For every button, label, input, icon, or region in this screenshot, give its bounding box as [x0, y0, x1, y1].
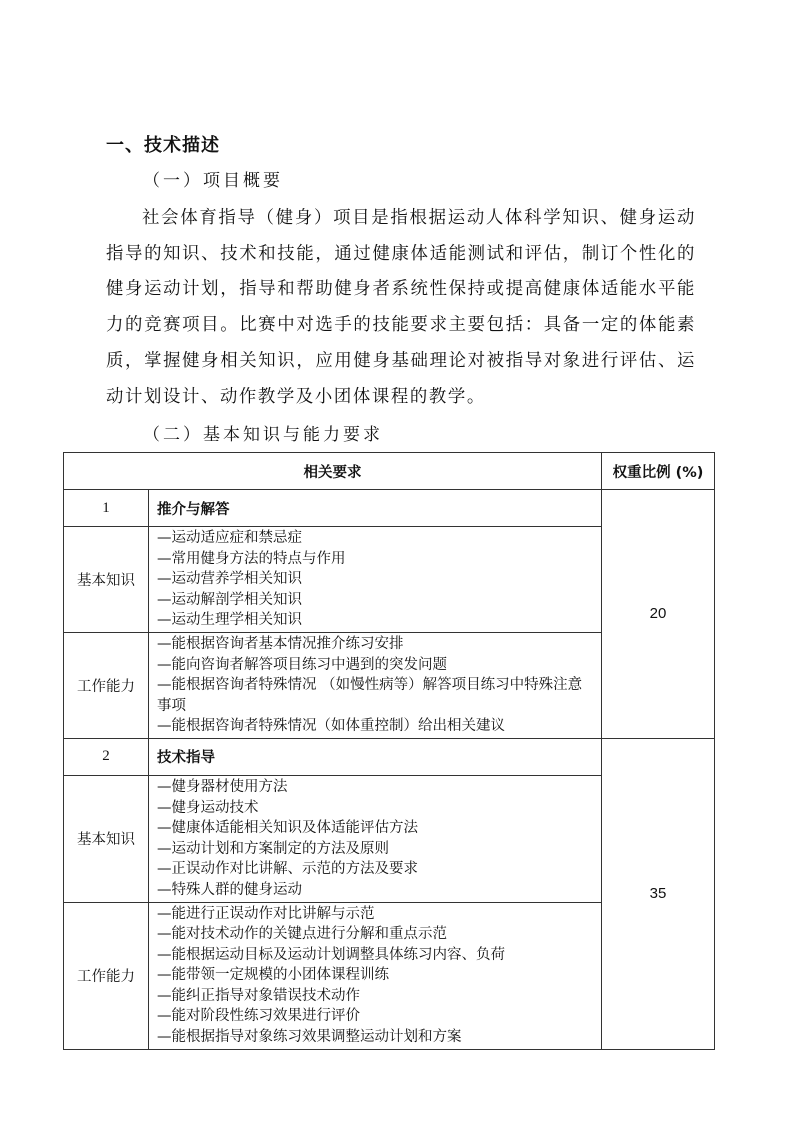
section-weight: 20: [602, 490, 715, 739]
list-item: —能根据指导对象练习效果调整运动计划和方案: [157, 1029, 462, 1046]
knowledge-label: 基本知识: [64, 775, 149, 902]
list-item: —运动解剖学相关知识: [157, 591, 302, 608]
requirements-table: [63, 452, 715, 1050]
list-item: —运动营养学相关知识: [157, 571, 302, 588]
ability-label: 工作能力: [64, 632, 149, 738]
list-item: —能根据咨询者特殊情况 （如慢性病等）解答项目练习中特殊注意事项: [157, 677, 583, 714]
knowledge-label: 基本知识: [64, 527, 149, 633]
knowledge-list: [149, 775, 602, 902]
list-item: —健身运动技术: [157, 799, 259, 816]
section-weight: 35: [602, 738, 715, 1049]
list-item: —能根据运动目标及运动计划调整具体练习内容、负荷: [157, 946, 505, 963]
ability-list: [149, 902, 602, 1049]
list-item: —健身器材使用方法: [157, 778, 288, 795]
list-item: —能向咨询者解答项目练习中遇到的突发问题: [157, 656, 447, 673]
list-item: —能进行正误动作对比讲解与示范: [157, 905, 375, 922]
knowledge-list: [149, 527, 602, 633]
list-item: —运动计划和方案制定的方法及原则: [157, 840, 389, 857]
list-item: —运动适应症和禁忌症: [157, 530, 302, 546]
list-item: —能根据咨询者基本情况推介练习安排: [157, 635, 404, 652]
header-requirements: 相关要求: [64, 453, 602, 490]
section-heading: 一、技术描述: [106, 135, 220, 156]
ability-list: [149, 632, 602, 738]
list-item: —能对技术动作的关键点进行分解和重点示范: [157, 926, 447, 943]
ability-label: 工作能力: [64, 902, 149, 1049]
section-row: [64, 490, 715, 527]
section-title: 技术指导: [149, 738, 602, 775]
list-item: —能带领一定规模的小团体课程训练: [157, 967, 389, 984]
overview-paragraph: 社会体育指导（健身）项目是指根据运动人体科学知识、健身运动指导的知识、技术和技能，通过健康体适能测试和评估，制订个性化的健身运动计划，指导和帮助健身者系统性保持或提高健康体适能水平能力的竞赛项目。比赛中对选手的技能要求主要包括：具备一定的体能素质，掌握健身相关知识，应用健身基础理论对被指导对象进行评估、运动计划设计、动作教学及小团体课程的教学。: [106, 208, 696, 407]
table-header-row: [64, 453, 715, 490]
list-item: —特殊人群的健身运动: [157, 881, 302, 898]
header-weight: 权重比例 (%): [602, 453, 715, 490]
list-item: —健康体适能相关知识及体适能评估方法: [157, 820, 418, 837]
list-item: —运动生理学相关知识: [157, 612, 302, 629]
section-number: 1: [64, 490, 149, 527]
subsection-heading-requirements: （二）基本知识与能力要求: [143, 425, 383, 445]
list-item: —能纠正指导对象错误技术动作: [157, 987, 360, 1004]
subsection-heading-overview: （一）项目概要: [143, 171, 283, 191]
list-item: —正误动作对比讲解、示范的方法及要求: [157, 861, 418, 878]
list-item: —常用健身方法的特点与作用: [157, 550, 346, 567]
section-number: 2: [64, 738, 149, 775]
section-row: [64, 738, 715, 775]
section-title: 推介与解答: [149, 490, 602, 527]
list-item: —能对阶段性练习效果进行评价: [157, 1008, 360, 1025]
list-item: —能根据咨询者特殊情况（如体重控制）给出相关建议: [157, 718, 505, 735]
